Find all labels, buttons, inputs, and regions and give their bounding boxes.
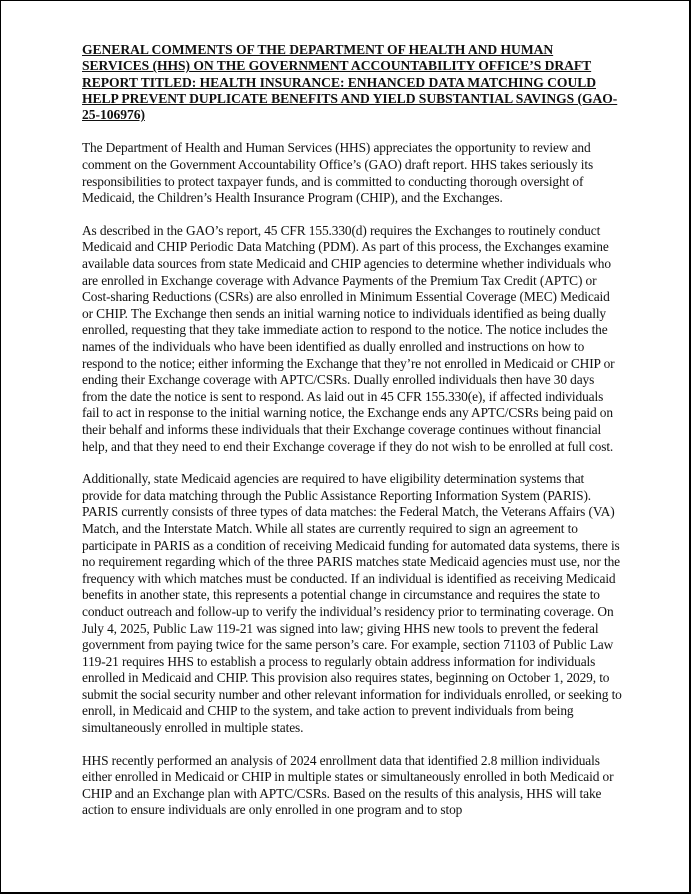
paragraph-introduction: The Department of Health and Human Services (HHS) appreciates the opportunity to review and comment on the Government Accountability Office’s (GAO) draft report. HHS takes seriously its responsibilities to protect taxpayer funds, and is committed to conducting thorough oversight of Medicaid, the Children’s Health Insurance Program (CHIP), and the Exchanges.: [82, 140, 594, 206]
paragraph-2024-analysis: HHS recently performed an analysis of 2024 enrollment data that identified 2.8 million individuals either enrolled in Medicaid or CHIP in multiple states or simultaneously enrolled in both Medicaid or CHIP and an Exchange plan with APTC/CSRs. Based on the results of this analysis, HHS will take action to ensure individuals are only enrolled in one program and to stop: [82, 752, 614, 818]
paragraph-paris: Additionally, state Medicaid agencies are required to have eligibility determination systems that provide for data matching through the Public Assistance Reporting Information System (PARIS). PARIS currently consists of three types of data matches: the Federal Match, the Veterans Affairs (VA) Match, and the Interstate Match. While all states are currently required to sign an agreement to participate in PARIS as a condition of receiving Medicaid funding for automated data systems, there is no requirement regarding which of the three PARIS matches state Medicaid agencies must use, nor the frequency with which matches must be conducted. If an individual is identified as receiving Medicaid benefits in another state, this represents a potential change in circumstance and requires the state to conduct outreach and follow-up to verify the individual’s residency prior to terminating coverage. On July 4, 2025, Public Law 119-21 was signed into law; giving HHS new tools to prevent the federal government from paying twice for the same person’s care. For example, section 71103 of Public Law 119-21 requires HHS to establish a process to regularly obtain address information for individuals enrolled in Medicaid and CHIP. This provision also requires states, beginning on October 1, 2029, to submit the social security number and other relevant information for individuals enrolled, or seeking to enroll, in Medicaid and CHIP to the system, and take action to prevent individuals from being simultaneously enrolled in multiple states.: [82, 471, 622, 736]
document-heading: GENERAL COMMENTS OF THE DEPARTMENT OF HEALTH AND HUMAN SERVICES (HHS) ON THE GOVERNMENT ACCOUNTABILITY OFFICE’S DRAFT REPORT TITLED: HEALTH INSURANCE: ENHANCED DATA MATCHING COULD HELP PREVENT DUPLICATE BENEFITS AND YIELD SUBSTANTIAL SAVINGS (GAO-25-106976): [82, 42, 618, 123]
paragraph-periodic-data-matching: As described in the GAO’s report, 45 CFR 155.330(d) requires the Exchanges to routinely conduct Medicaid and CHIP Periodic Data Matching (PDM). As part of this process, the Exchanges examine available data sources from state Medicaid and CHIP agencies to determine whether individuals who are enrolled in Exchange coverage with Advance Payments of the Premium Tax Credit (APTC) or Cost-sharing Reductions (CSRs) are also enrolled in Minimum Essential Coverage (MEC) Medicaid or CHIP. The Exchange then sends an initial warning notice to individuals identified as being dually enrolled, requesting that they take immediate action to respond to the notice. The notice includes the names of the individuals who have been identified as dually enrolled and instructions on how to respond to the notice; either informing the Exchange that they’re not enrolled in Medicaid or CHIP or ending their Exchange coverage with APTC/CSRs. Dually enrolled individuals then have 30 days from the date the notice is sent to respond. As laid out in 45 CFR 155.330(e), if affected individuals fail to act in response to the initial warning notice, the Exchange ends any APTC/CSRs being paid on their behalf and informs these individuals that their Exchange coverage continues without financial help, and that they need to end their Exchange coverage if they do not wish to be enrolled at full cost.: [82, 222, 615, 454]
document-body: [82, 42, 622, 819]
